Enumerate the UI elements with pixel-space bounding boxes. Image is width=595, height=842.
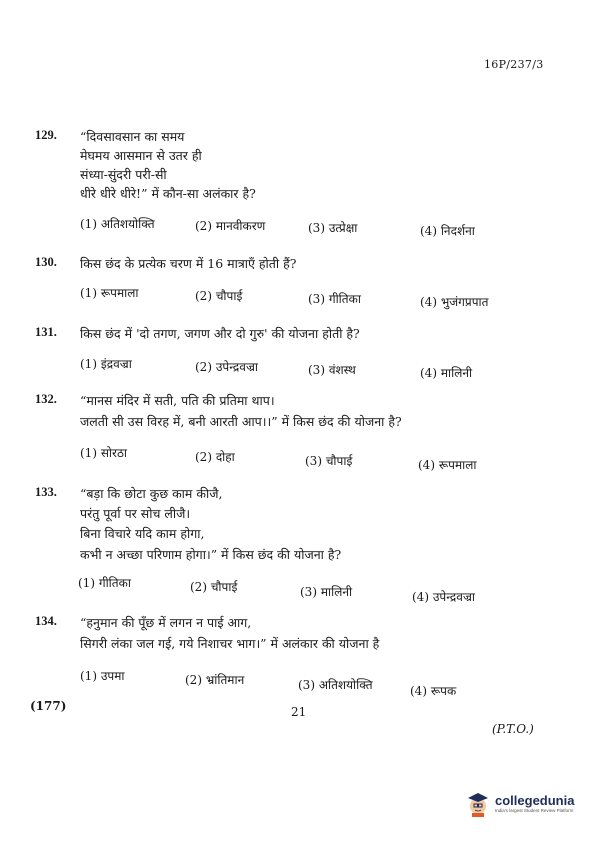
question-number: 129. <box>35 128 57 142</box>
paper-code: 16P/237/3 <box>484 58 544 71</box>
option-4: (4) भुजंगप्रपात <box>420 295 489 309</box>
graduate-mascot-icon <box>465 791 491 817</box>
booklet-code: (177) <box>30 699 67 713</box>
question-line: “बड़ा कि छोटा कुछ काम कीजै, <box>80 486 223 501</box>
option-2: (2) भ्रांतिमान <box>185 673 245 687</box>
question-number: 134. <box>35 614 57 628</box>
option-4: (4) रूपमाला <box>418 458 477 472</box>
question-line: संध्या-सुंदरी परी-सी <box>80 167 167 182</box>
option-3: (3) मालिनी <box>300 585 353 599</box>
question-number: 132. <box>35 392 57 406</box>
option-2: (2) दोहा <box>195 450 235 464</box>
question-line: सिगरी लंका जल गई, गये निशाचर भाग।” में अलंकार की योजना है <box>80 636 380 651</box>
option-1: (1) रूपमाला <box>80 286 139 300</box>
question-line: बिना विचारे यदि काम होगा, <box>80 526 205 541</box>
option-1: (1) गीतिका <box>78 576 131 590</box>
option-1: (1) इंद्रवज्रा <box>80 357 132 371</box>
question-number: 130. <box>35 255 57 269</box>
question-line: “दिवसावसान का समय <box>80 129 185 144</box>
pto-note: (P.T.O.) <box>492 722 534 736</box>
option-4: (4) मालिनी <box>420 366 473 380</box>
option-1: (1) अतिशयोक्ति <box>80 217 155 231</box>
question-line: परंतु पूर्वा पर सोच लीजै। <box>80 506 191 521</box>
option-3: (3) चौपाई <box>305 454 353 468</box>
option-4: (4) उपेन्द्रवज्रा <box>412 590 476 604</box>
option-2: (2) चौपाई <box>190 580 238 594</box>
option-4: (4) निदर्शना <box>420 224 475 238</box>
question-line: मेघमय आसमान से उतर ही <box>80 148 202 163</box>
question-number: 133. <box>35 485 57 499</box>
question-line: “मानस मंदिर में सती, पति की प्रतिमा थाप। <box>80 393 275 408</box>
question-line: कभी न अच्छा परिणाम होगा।” में किस छंद की योजना है? <box>80 547 342 562</box>
option-3: (3) उत्प्रेक्षा <box>308 221 358 235</box>
option-3: (3) वंशस्थ <box>308 363 356 377</box>
option-2: (2) मानवीकरण <box>195 219 266 233</box>
logo-name: collegedunia <box>495 793 575 809</box>
option-1: (1) उपमा <box>80 669 125 683</box>
question-line: धीरे धीरे धीरे!” में कौन-सा अलंकार है? <box>80 186 256 201</box>
option-1: (1) सोरठा <box>80 446 128 460</box>
question-line: किस छंद के प्रत्येक चरण में 16 मात्राएँ होती हैं? <box>80 256 297 271</box>
collegedunia-logo <box>465 791 574 817</box>
page-number: 21 <box>291 705 307 719</box>
option-2: (2) उपेन्द्रवज्रा <box>195 360 259 374</box>
question-line: “हनुमान की पूँछ में लगन न पाई आग, <box>80 615 252 630</box>
question-line: किस छंद में 'दो तगण, जगण और दो गुरु' की योजना होती है? <box>80 326 360 341</box>
question-line: जलती सी उस विरह में, बनी आरती आप।।” में किस छंद की योजना है? <box>80 414 402 429</box>
option-3: (3) अतिशयोक्ति <box>298 678 373 692</box>
question-number: 131. <box>35 325 57 339</box>
option-4: (4) रूपक <box>410 684 457 698</box>
logo-tagline: India's largest Student Review Platform <box>495 808 574 814</box>
option-2: (2) चौपाई <box>195 289 243 303</box>
option-3: (3) गीतिका <box>308 292 361 306</box>
